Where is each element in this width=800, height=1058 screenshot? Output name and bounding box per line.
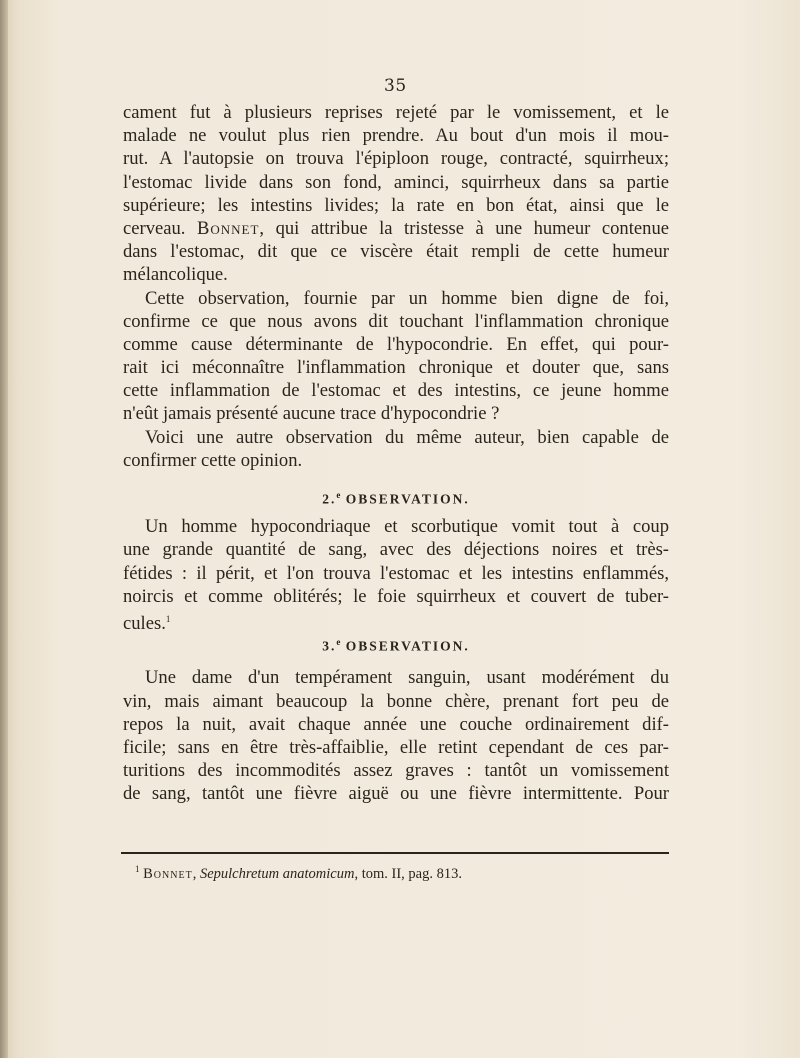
text-line: confirmer cette opinion. bbox=[123, 449, 303, 471]
body-text bbox=[123, 101, 669, 805]
text-line: de sang, tantôt une fièvre aiguë ou une fièvre intermittente. Pour bbox=[123, 783, 669, 805]
footnote-reference: 1 bbox=[165, 613, 171, 624]
text-line: cament fut à plusieurs reprises rejeté par le vomissement, et le bbox=[123, 102, 669, 123]
page-spine-shadow bbox=[0, 0, 8, 1058]
footnote-divider bbox=[121, 852, 669, 854]
text-line: cette inflammation de l'estomac et des intestins, ce jeune homme bbox=[123, 380, 669, 402]
footnote-author: Bonnet bbox=[143, 865, 193, 882]
text-line: confirme ce que nous avons dit touchant l'inflammation chronique bbox=[123, 310, 669, 332]
text-fragment: cules. bbox=[123, 613, 166, 632]
text-line: repos la nuit, avait chaque année une couche ordinairement dif- bbox=[123, 713, 669, 735]
heading-number: 3. bbox=[322, 638, 337, 654]
heading-title: OBSERVATION. bbox=[345, 491, 470, 507]
section-heading bbox=[123, 631, 669, 654]
text-line: n'eût jamais présenté aucune trace d'hypocondrie ? bbox=[123, 403, 500, 425]
text-line: turitions des incommodités assez graves : tantôt un vomissement bbox=[123, 760, 669, 782]
text-line: Un homme hypocondriaque et scorbutique vomit tout à coup bbox=[145, 516, 669, 538]
footnote bbox=[135, 864, 462, 883]
text-line: Cette observation, fournie par un homme bien digne de foi, bbox=[145, 287, 669, 309]
text-line: comme cause déterminante de l'hypocondrie. En effet, qui pour- bbox=[123, 333, 669, 355]
footnote-marker: 1 bbox=[135, 864, 140, 874]
text-line: Une dame d'un tempérament sanguin, usant modérément du bbox=[145, 667, 669, 689]
text-line: vin, mais aimant beaucoup la bonne chère, prenant fort peu de bbox=[123, 690, 669, 712]
text-line: rait ici méconnaître l'inflammation chronique et douter que, sans bbox=[123, 357, 669, 379]
text-line: malade ne voulut plus rien prendre. Au bout d'un mois il mou- bbox=[123, 125, 669, 147]
heading-superscript: e bbox=[336, 490, 341, 500]
footnote-title: Sepulchretum anatomicum bbox=[199, 865, 355, 882]
heading-number: 2. bbox=[322, 491, 337, 507]
footnote-separator: , bbox=[192, 865, 200, 882]
text-line: supérieure; les intestins livides; la rate en bon état, ainsi que le bbox=[123, 194, 669, 216]
text-line: ficile; sans en être très-affaiblie, elle retint cependant de ces par- bbox=[123, 736, 669, 758]
footnote-rest: , tom. II, pag. 813. bbox=[354, 865, 462, 882]
text-line: l'estomac livide dans son fond, aminci, squirrheux dans sa partie bbox=[123, 171, 669, 193]
text-fragment: , qui attribue la tristesse à une humeur contenue bbox=[259, 217, 669, 239]
text-line: mélancolique. bbox=[123, 264, 228, 286]
text-line: rut. A l'autopsie on trouva l'épiploon rouge, contracté, squirrheux; bbox=[123, 148, 669, 170]
text-line: Voici une autre observation du même auteur, bien capable de bbox=[145, 426, 669, 448]
text-line bbox=[123, 608, 669, 631]
text-fragment: cerveau. bbox=[123, 217, 197, 239]
text-line: fétides : il périt, et l'on trouva l'estomac et les intestins enflammés, bbox=[123, 562, 669, 584]
text-line: une grande quantité de sang, avec des déjections noires et très- bbox=[123, 539, 669, 561]
text-line: noircis et comme oblitérés; le foie squirrheux et couvert de tuber- bbox=[123, 585, 669, 607]
author-name: Bonnet bbox=[196, 217, 260, 239]
heading-title: OBSERVATION. bbox=[345, 638, 470, 654]
text-line: dans l'estomac, dit que ce viscère était rempli de cette humeur bbox=[123, 241, 669, 263]
heading-superscript: e bbox=[336, 637, 341, 648]
text-line bbox=[123, 217, 669, 240]
section-heading bbox=[123, 484, 669, 507]
page-number: 35 bbox=[384, 76, 407, 96]
